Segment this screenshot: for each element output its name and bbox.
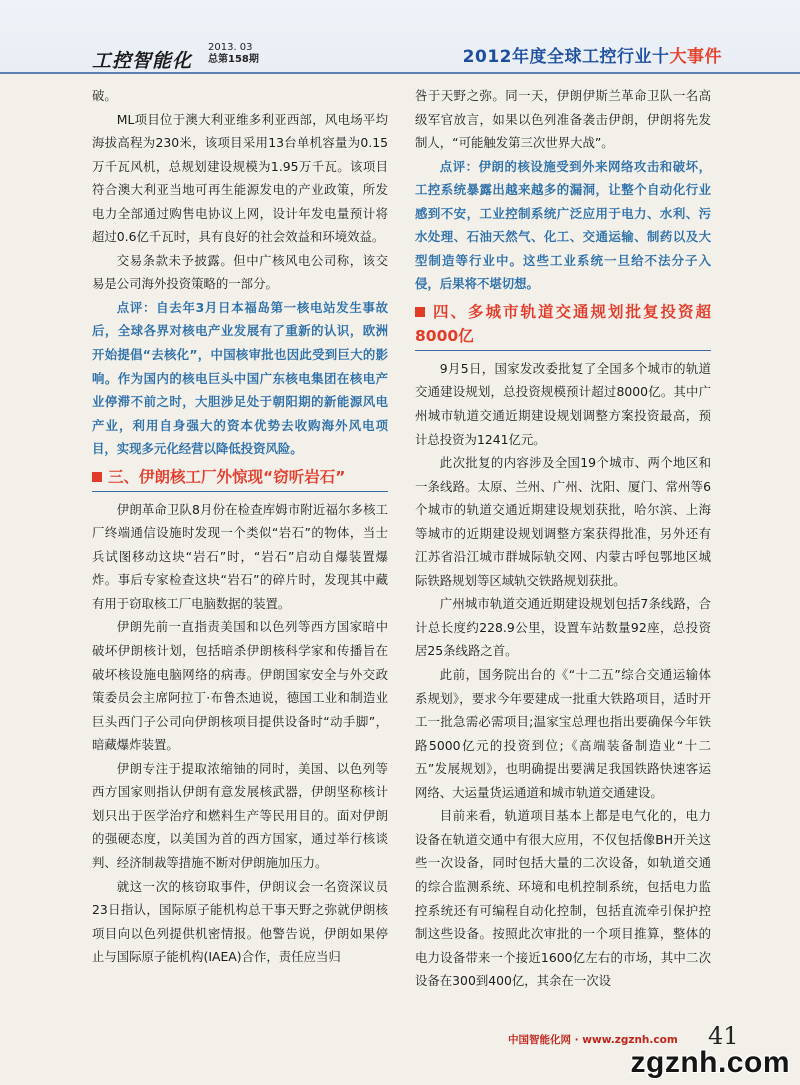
left-column	[92, 84, 388, 969]
body-paragraph: 破。	[92, 88, 117, 103]
body-paragraph: 广州城市轨道交通近期建设规划包括7条线路，合计总长度约228.9公里，设置车站数量92座，总投资居25条线路之首。	[415, 596, 711, 659]
body-paragraph: 伊朗革命卫队8月份在检查库姆市附近福尔多核工厂终端通信设施时发现一个类似“岩石”的物体，当士兵试图移动这块“岩石”时，“岩石”启动自爆装置爆炸。事后专家检查这块“岩石”的碎片时，发现其中藏有用于窃取核工厂电脑数据的装置。	[92, 501, 388, 611]
body-paragraph: 此次批复的内容涉及全国19个城市、两个地区和一条线路。太原、兰州、广州、沈阳、厦门、常州等6个城市的轨道交通近期建设规划获批，哈尔滨、上海等城市的近期建设规划调整方案获得批准，另外还有江苏省沿江城市群城际轨交网、内蒙古呼包鄂地区城际铁路规划等区域轨交铁路规划获批。	[415, 455, 711, 588]
section-title-accent: 大事件	[669, 47, 722, 67]
body-paragraph: 就这一次的核窃取事件，伊朗议会一名资深议员23日指认，国际原子能机构总干事天野之弥就伊朗核项目向以色列提供机密情报。他警告说，伊朗如果停止与国际原子能机构(IAEA)合作，责任应当归	[92, 878, 388, 965]
issue-date: 2013. 03	[208, 42, 253, 53]
section-heading	[92, 465, 388, 492]
commentary-paragraph: 点评：自去年3月日本福岛第一核电站发生事故后，全球各界对核电产业发展有了重新的认识，欧洲开始提倡“去核化”，中国核审批也因此受到巨大的影响。作为国内的核电巨头中国广东核电集团在核电产业停滞不前之时，大胆涉足处于朝阳期的新能源风电产业，利用自身强大的资本优势去收购海外风电项目，实现多元化经营以降低投资风险。	[92, 299, 388, 457]
section-title	[463, 42, 722, 67]
body-paragraph: 目前来看，轨道项目基本上都是电气化的，电力设备在轨道交通中有很大应用，不仅包括像BH开关这些一次设备，同时包括大量的二次设备，如轨道交通的综合监测系统、环境和电机控制系统，包括电力监控系统还有可编程自动化控制，包括直流牵引保护控制这些设备。按照此次审批的一个项目推算，整体的电力设备带来一个接近1600亿左右的市场，其中二次设备在300到400亿，其余在一次设	[415, 808, 711, 989]
magazine-logo: 工控智能化	[92, 50, 193, 72]
footer-site: 中国智能化网 · www.zgznh.com	[508, 1034, 678, 1046]
heading-marker-icon	[415, 307, 425, 317]
section-title-main: 2012年度全球工控行业十	[462, 47, 670, 67]
section-heading-text: 四、多城市轨道交通规划批复投资超8000亿	[415, 302, 711, 345]
body-paragraph: 9月5日，国家发改委批复了全国多个城市的轨道交通建设规划，总投资规模预计超过8000亿。其中广州城市轨道交通近期建设规划调整方案投资最高，预计总投资为1241亿元。	[415, 360, 711, 447]
header-rule	[0, 72, 800, 74]
page-number: 41	[708, 1022, 739, 1050]
heading-marker-icon	[92, 472, 102, 482]
body-paragraph: 交易条款未予披露。但中广核风电公司称，该交易是公司海外投资策略的一部分。	[92, 252, 388, 292]
right-column	[415, 84, 711, 993]
body-paragraph: 此前，国务院出台的《“十二五”综合交通运输体系规划》，要求今年要建成一批重大铁路项目，适时开工一批急需必需项目;温家宝总理也指出要确保今年铁路5000亿元的投资到位;《高端装备制造业“十二五”发展规划》，也明确提出要满足我国铁路快速客运网络、大运量货运通道和城市轨道交通建设。	[415, 667, 711, 800]
watermark: zgznh.com	[630, 1046, 790, 1079]
section-heading-text: 三、伊朗核工厂外惊现“窃听岩石”	[108, 467, 346, 486]
commentary-paragraph: 点评：伊朗的核设施受到外来网络攻击和破坏，工控系统暴露出越来越多的漏洞，让整个自动化行业感到不安，工业控制系统广泛应用于电力、水利、污水处理、石油天然气、化工、交通运输、制药以及大型制造等行业中。这些工业系统一旦给不法分子入侵，后果将不堪切想。	[415, 158, 711, 292]
issue-number: 总第158期	[208, 54, 259, 65]
section-heading	[415, 300, 711, 351]
body-paragraph: 伊朗专注于提取浓缩铀的同时，美国、以色列等西方国家则指认伊朗有意发展核武器，伊朗坚称核计划只出于医学治疗和燃料生产等民用目的。面对伊朗的强硬态度，以美国为首的西方国家，通过举行核谈判、经济制裁等措施不断对伊朗施加压力。	[92, 760, 388, 870]
issue-info	[208, 42, 278, 66]
body-paragraph: 伊朗先前一直指责美国和以色列等西方国家暗中破坏伊朗核计划，包括暗杀伊朗核科学家和传播旨在破坏核设施电脑网络的病毒。伊朗国家安全与外交政策委员会主席阿拉丁·布鲁杰迪说，德国工业和制造业巨头西门子公司向伊朗核项目提供设备时“动手脚”，暗藏爆炸装置。	[92, 619, 388, 753]
body-paragraph: 咎于天野之弥。同一天，伊朗伊斯兰革命卫队一名高级军官放言，如果以色列准备袭击伊朗，伊朗将先发制人，“可能触发第三次世界大战”。	[415, 88, 711, 151]
body-paragraph: ML项目位于澳大利亚维多利亚西部，风电场平均海拔高程为230米，该项目采用13台单机容量为0.15万千瓦风机，总规划建设规模为1.95万千瓦。该项目符合澳大利亚当地可再生能源发电的产业政策，所发电力全部通过购售电协议上网，设计年发电量预计将超过0.6亿千瓦时，具有良好的社会效益和环境效益。	[92, 111, 388, 245]
page-header	[0, 0, 800, 72]
